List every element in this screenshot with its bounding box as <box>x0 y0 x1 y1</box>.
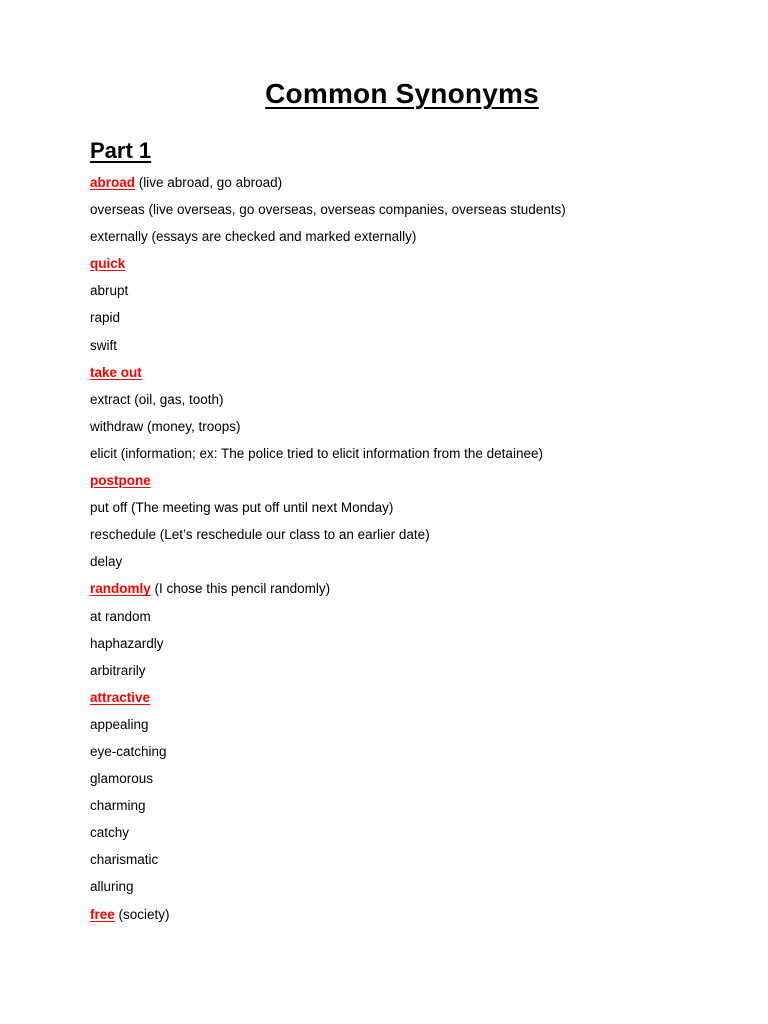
synonym-entry <box>90 442 730 469</box>
synonym-entry <box>90 279 730 306</box>
synonym-entry <box>90 198 730 225</box>
headword-entry <box>90 577 730 604</box>
synonym-entry <box>90 767 730 794</box>
headword: quick <box>90 256 126 272</box>
headword: free <box>90 906 115 922</box>
synonym-entry <box>90 306 730 333</box>
synonym-text: catchy <box>90 825 130 841</box>
synonym-entry <box>90 225 730 252</box>
synonym-text: glamorous <box>90 771 154 787</box>
headword-note: (society) <box>114 906 170 922</box>
synonym-text: charismatic <box>90 852 159 868</box>
synonym-text: abrupt <box>90 283 129 299</box>
synonym-entry <box>90 415 730 442</box>
synonym-entry <box>90 821 730 848</box>
synonym-text: elicit (information; ex: The police tried to elicit information from the detainee) <box>90 445 543 461</box>
synonym-text: withdraw (money, troops) <box>90 418 241 434</box>
synonym-text: eye-catching <box>90 743 167 759</box>
synonym-text: extract (oil, gas, tooth) <box>90 391 224 407</box>
synonym-text: overseas (live overseas, go overseas, overseas companies, overseas students) <box>90 202 566 218</box>
headword: postpone <box>90 473 151 489</box>
synonym-text: at random <box>90 608 151 624</box>
synonym-text: charming <box>90 798 146 814</box>
headword-entry <box>90 171 730 198</box>
synonym-entry <box>90 523 730 550</box>
synonym-entry <box>90 632 730 659</box>
synonym-text: arbitrarily <box>90 662 146 678</box>
headword-entry <box>90 361 730 388</box>
synonym-text: put off (The meeting was put off until next Monday) <box>90 500 394 516</box>
synonym-entry <box>90 334 730 361</box>
synonym-text: reschedule (Let’s reschedule our class to an earlier date) <box>90 527 430 543</box>
synonym-entry <box>90 794 730 821</box>
synonym-text: haphazardly <box>90 635 164 651</box>
headword: take out <box>90 364 142 380</box>
headword: abroad <box>90 175 136 190</box>
synonym-entry <box>90 875 730 902</box>
synonym-entry <box>90 605 730 632</box>
headword-note: (live abroad, go abroad) <box>135 175 283 190</box>
synonym-text: rapid <box>90 310 121 326</box>
document-title: Common Synonyms <box>265 78 539 109</box>
synonym-entry <box>90 659 730 686</box>
headword-entry <box>90 903 730 930</box>
synonym-list <box>90 171 730 930</box>
part-heading: Part 1 <box>90 138 152 163</box>
synonym-entry <box>90 848 730 875</box>
headword: attractive <box>90 689 151 705</box>
synonym-text: appealing <box>90 716 149 732</box>
headword: randomly <box>90 581 151 597</box>
synonym-text: swift <box>90 337 117 353</box>
synonym-entry <box>90 496 730 523</box>
synonym-text: delay <box>90 554 123 570</box>
synonym-entry <box>90 713 730 740</box>
synonym-text: alluring <box>90 879 134 895</box>
headword-note: (I chose this pencil randomly) <box>150 581 331 597</box>
synonym-entry <box>90 740 730 767</box>
headword-entry <box>90 469 730 496</box>
headword-entry <box>90 686 730 713</box>
synonym-entry <box>90 388 730 415</box>
synonym-entry <box>90 550 730 577</box>
synonym-text: externally (essays are checked and marked externally) <box>90 229 417 245</box>
headword-entry <box>90 252 730 279</box>
